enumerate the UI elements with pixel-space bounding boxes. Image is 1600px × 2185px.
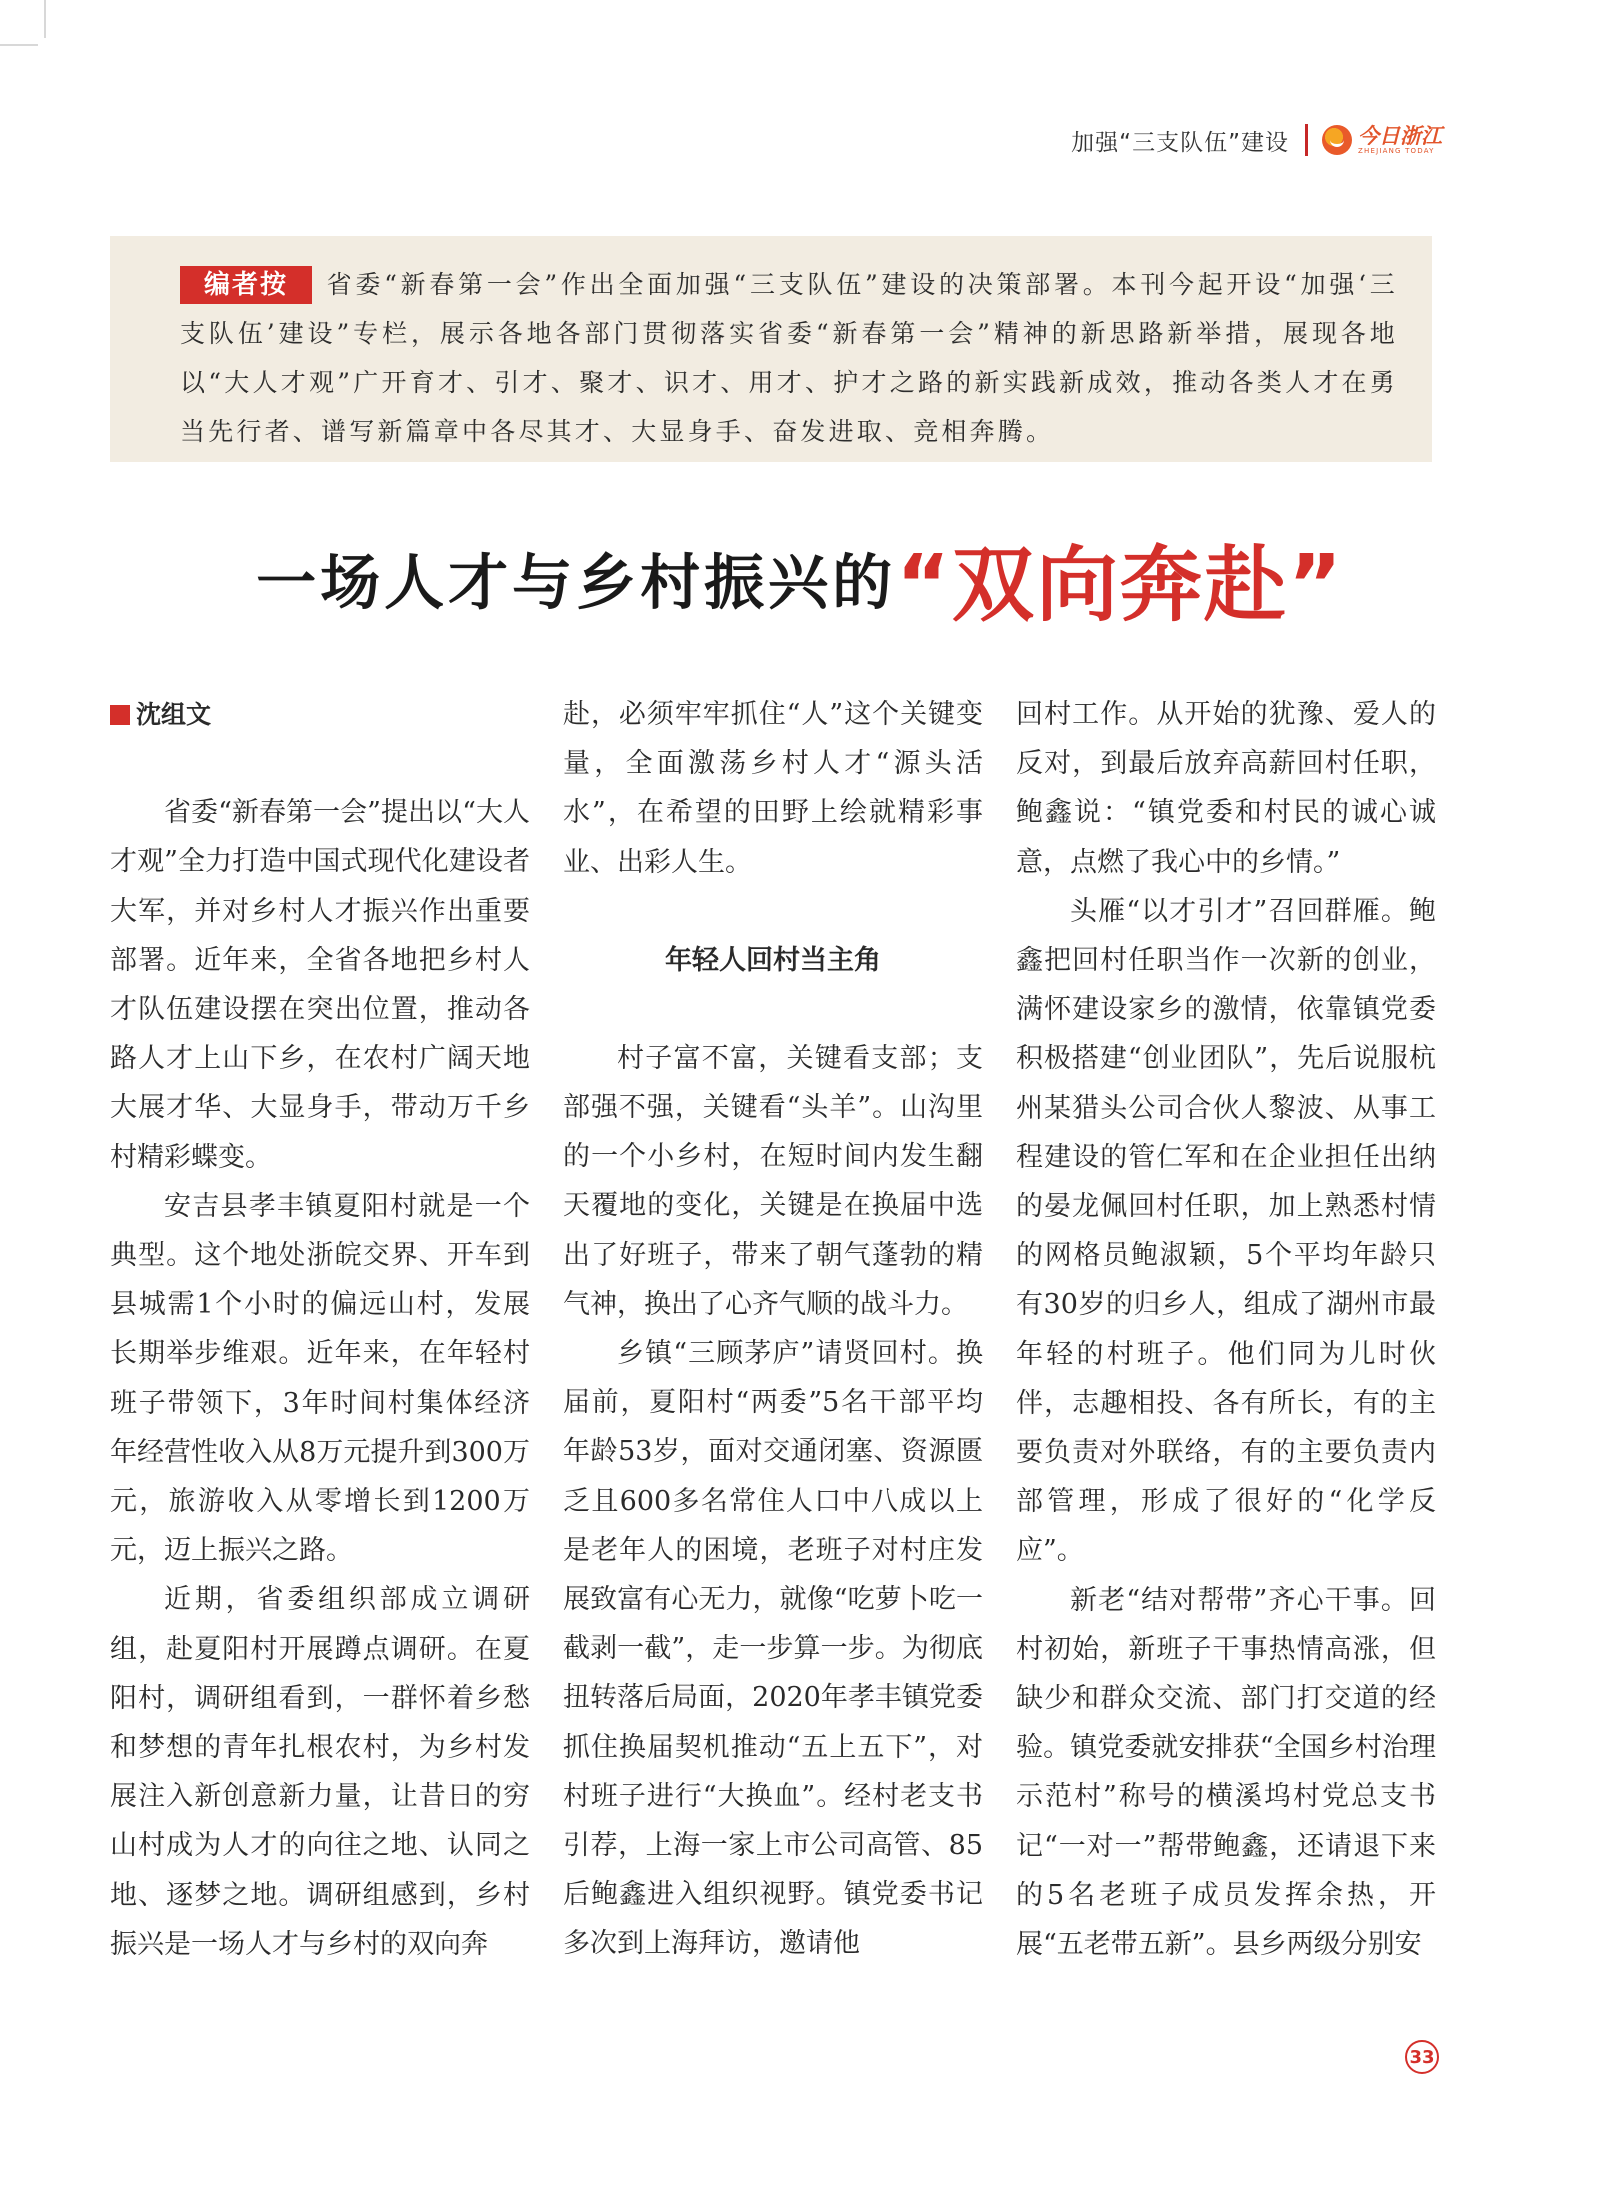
author-marker — [110, 705, 130, 725]
paragraph: 村子富不富，关键看支部；支部强不强，关键看“头羊”。山沟里的一个小乡村，在短时间内发生翻天覆地的变化，关键是在换届中选出了好班子，带来了朝气蓬勃的精气神，换出了心齐气顺的战斗力。 — [563, 1042, 983, 1320]
page-header — [1071, 120, 1442, 160]
editor-note — [110, 236, 1432, 462]
paragraph: 回村工作。从开始的犹豫、爱人的反对，到最后放弃高薪回村任职，鲍鑫说：“镇党委和村民的诚心诚意，点燃了我心中的乡情。” — [1016, 699, 1436, 878]
crop-mark — [0, 44, 38, 46]
publication-logo — [1322, 125, 1442, 155]
text-column-2 — [563, 690, 983, 1969]
author-name: 沈组文 — [136, 700, 212, 729]
title-main: 一场人才与乡村振兴的 — [256, 548, 897, 619]
text-column-1 — [110, 690, 530, 1969]
logo-text: 今日浙江 — [1358, 123, 1442, 148]
logo-subtext: ZHEJIANG TODAY — [1358, 147, 1435, 155]
paragraph: 近期，省委组织部成立调研组，赴夏阳村开展蹲点调研。在夏阳村，调研组看到，一群怀着乡愁和梦想的青年扎根农村，为乡村发展注入新创意新力量，让昔日的穷山村成为人才的向往之地、认同之地、逐梦之地。调研组感到，乡村振兴是一场人才与乡村的双向奔 — [110, 1584, 530, 1960]
editor-note-badge: 编者按 — [180, 266, 312, 304]
paragraph: 安吉县孝丰镇夏阳村就是一个典型。这个地处浙皖交界、开车到县城需1个小时的偏远山村，发展长期举步维艰。近年来，在年轻村班子带领下，3年时间村集体经济年经营性收入从8万元提升到300万元，旅游收入从零增长到1200万元，迈上振兴之路。 — [110, 1190, 530, 1567]
paragraph: 赴，必须牢牢抓住“人”这个关键变量，全面激荡乡村人才“源头活水”，在希望的田野上绘就精彩事业、出彩人生。 — [563, 699, 983, 878]
author-line — [110, 690, 530, 739]
paragraph: 省委“新春第一会”提出以“大人才观”全力打造中国式现代化建设者大军，并对乡村人才振兴作出重要部署。近年来，全省各地把乡村人才队伍建设摆在突出位置，推动各路人才上山下乡，在农村广阔天地大展才华、大显身手，带动万千乡村精彩蝶变。 — [110, 797, 530, 1173]
editor-note-body — [180, 260, 1398, 456]
header-divider — [1305, 124, 1308, 156]
crop-mark — [44, 0, 46, 38]
paragraph: 头雁“以才引才”召回群雁。鲍鑫把回村任职当作一次新的创业，满怀建设家乡的激情，依靠镇党委积极搭建“创业团队”，先后说服杭州某猎头公司合伙人黎波、从事工程建设的管仁军和在企业担任出纳的晏龙佩回村任职，加上熟悉村情的网格员鲍淑颖，5个平均年龄只有30岁的归乡人，组成了湖州市最年轻的村班子。他们同为儿时伙伴，志趣相投、各有所长，有的主要负责对外联络，有的主要负责内部管理，形成了很好的“化学反应”。 — [1016, 895, 1436, 1567]
page-number: 33 — [1405, 2040, 1439, 2074]
title-highlight: “双向奔赴” — [896, 538, 1344, 633]
editor-note-text: 省委“新春第一会”作出全面加强“三支队伍”建设的决策部署。本刊今起开设“加强‘三支队伍’建设”专栏，展示各地各部门贯彻落实省委“新春第一会”精神的新思路新举措，展现各地以“大人才观”广开育才、引才、聚才、识才、用才、护才之路的新实践新成效，推动各类人才在勇当先行者、谱写新篇章中各尽其才、大显身手、奋发进取、竞相奔腾。 — [180, 270, 1398, 446]
section-heading: 年轻人回村当主角 — [665, 944, 881, 976]
paragraph: 乡镇“三顾茅庐”请贤回村。换届前，夏阳村“两委”5名干部平均年龄53岁，面对交通闭塞、资源匮乏且600多名常住人口中八成以上是老年人的困境，老班子对村庄发展致富有心无力，就像“吃萝卜吃一截剥一截”，走一步算一步。为彻底扭转落后局面，2020年孝丰镇党委抓住换届契机推动“五上五下”，对村班子进行“大换血”。经村老支书引荐，上海一家上市公司高管、85后鲍鑫进入组织视野。镇党委书记多次到上海拜访，邀请他 — [563, 1338, 983, 1960]
column-title: 加强“三支队伍”建设 — [1071, 129, 1289, 156]
article-title — [0, 520, 1600, 637]
text-column-3 — [1016, 690, 1436, 1969]
sun-logo-icon — [1322, 125, 1352, 155]
logo-wordmark — [1358, 125, 1442, 155]
paragraph: 新老“结对帮带”齐心干事。回村初始，新班子干事热情高涨，但缺少和群众交流、部门打交道的经验。镇党委就安排获“全国乡村治理示范村”称号的横溪坞村党总支书记“一对一”帮带鲍鑫，还请退下来的5名老班子成员发挥余热，开展“五老带五新”。县乡两级分别安 — [1016, 1584, 1436, 1961]
